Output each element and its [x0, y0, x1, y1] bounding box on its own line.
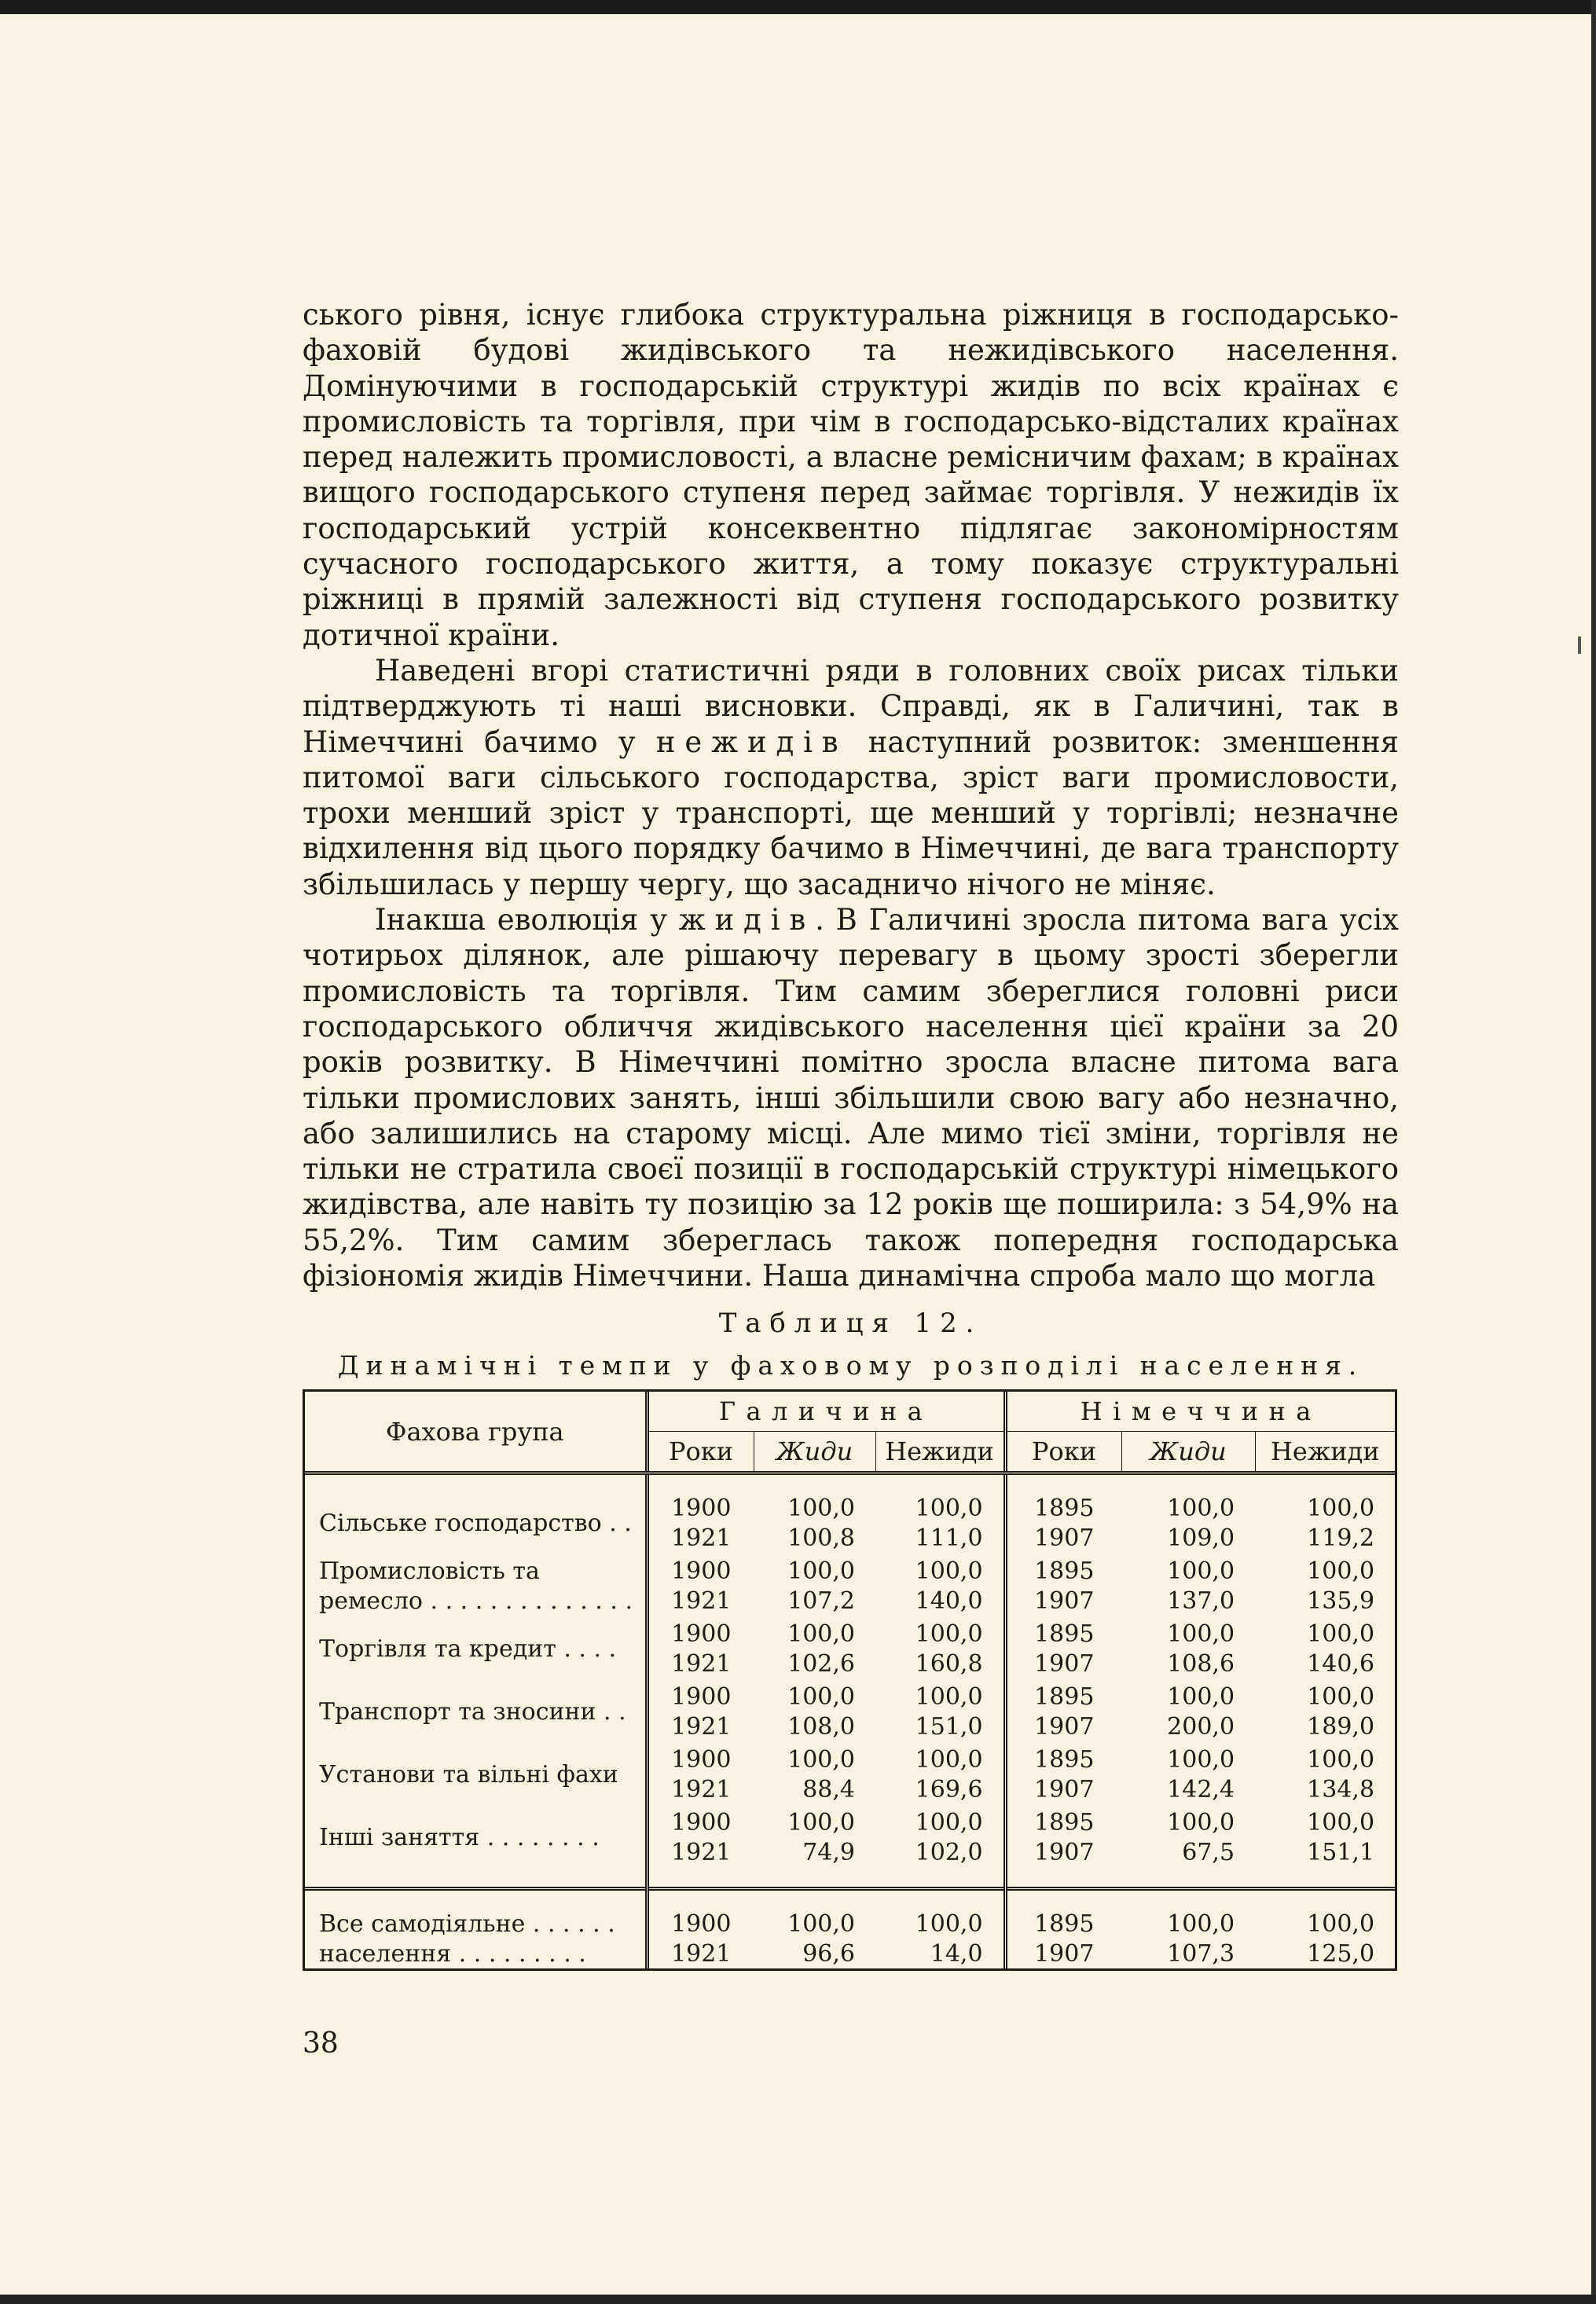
cell-galicia-nonjews: 100,0 169,6 [915, 1746, 983, 1803]
cell-galicia-jews: 100,0 88,4 [787, 1746, 855, 1803]
statistics-table [303, 1389, 1397, 1971]
total-germany-years: 1895 1907 [1005, 1908, 1121, 1971]
row-label: Інші заняття . . . . . . . . [319, 1824, 600, 1851]
total-galicia-jews: 100,0 96,6 [787, 1910, 855, 1968]
cell-germany-years: 1895 1907 [1005, 1618, 1121, 1681]
total-galicia-years: 1900 1921 [647, 1908, 754, 1971]
cell-galicia-jews: 100,0 74,9 [787, 1809, 855, 1866]
row-label: Торгівля та кредит . . . . [319, 1635, 617, 1663]
cell-germany-years: 1895 1907 [1005, 1744, 1121, 1807]
header-years-galicia: Роки [647, 1432, 754, 1472]
page-number: 38 [303, 2027, 339, 2060]
table-row [305, 1492, 1395, 1555]
cell-galicia-jews: 100,0 107,2 [787, 1557, 855, 1615]
cell-galicia-nonjews: 100,0 160,8 [915, 1620, 983, 1678]
cell-germany-jews: 100,0 200,0 [1167, 1683, 1235, 1741]
statistics-table-grid [305, 1392, 1395, 1971]
table-row [305, 1555, 1395, 1618]
cell-germany-nonjews: 100,0 140,6 [1307, 1620, 1375, 1678]
header-jews-germany: Жиди [1121, 1432, 1255, 1472]
paragraph-2-spaced-word: нежидів [655, 725, 848, 759]
total-label: Все самодіяльне . . . . . . населення . . . . . . . . . [319, 1910, 615, 1968]
cell-galicia-nonjews: 100,0 151,0 [915, 1683, 983, 1741]
cell-germany-jews: 100,0 109,0 [1167, 1495, 1235, 1552]
scan-right-edge [1591, 0, 1596, 2304]
paragraph-2-part-a: Наведені вгорі статистичні ряди в головних своїх рисах тільки підтверджують ті наші висновки. Справді, як в Галичині, так в Німеччині бачимо у [303, 653, 1399, 759]
body-text [303, 297, 1399, 1293]
cell-galicia-jews: 100,0 100,8 [787, 1495, 855, 1552]
table-row [305, 1681, 1395, 1744]
header-nonjews-germany: Нежиди [1255, 1432, 1395, 1472]
row-label: Промисловість та ремесло . . . . . . . . . . . . . . [319, 1557, 633, 1615]
total-galicia-nonjews: 100,0 14,0 [915, 1910, 983, 1968]
header-jews-galicia: Жиди [754, 1432, 875, 1472]
table-row [305, 1807, 1395, 1869]
cell-germany-jews: 100,0 67,5 [1167, 1809, 1235, 1866]
table-spacer [305, 1869, 1395, 1889]
cell-galicia-nonjews: 100,0 102,0 [915, 1809, 983, 1866]
cell-germany-years: 1895 1907 [1005, 1492, 1121, 1555]
table-row [305, 1744, 1395, 1807]
table-caption: Динамічні темпи у фаховому розподілі населення. [337, 1350, 1364, 1381]
total-germany-jews: 100,0 107,3 [1167, 1910, 1235, 1968]
cell-galicia-years: 1900 1921 [647, 1618, 754, 1681]
paragraph-3-part-a: Інакша еволюція у [375, 903, 679, 937]
paragraph-2-part-b: наступний розвиток: зменшення питомої ваги сільського господарства, зріст ваги промисловости, трохи менший зріст у транспорті, ще менший у торгівлі; незначне відхилення від цього порядку бачимо в Німеччині, де вага транспорту збільшилась у першу чергу, що засадничо нічого не міняє. [303, 725, 1399, 901]
paragraph-1: ського рівня, існує глибока структуральна ріжниця в господарсько-фаховій будові жидівського та нежидівського населення. Домінуючими в господарській структурі жидів по всіх країнах є промисловість та торгівля, при чім в господарсько-відсталих країнах перед належить промисловості, а власне ремісничим фахам; в країнах вищого господарського ступеня перед займає торгівля. У нежидів їх господарський устрій консеквентно підлягає закономірностям сучасного господарського життя, а тому показує структуральні ріжниці в прямій залежності від ступеня господарського розвитку дотичної країни. [303, 298, 1399, 652]
cell-germany-nonjews: 100,0 151,1 [1307, 1809, 1375, 1866]
cell-germany-jews: 100,0 137,0 [1167, 1557, 1235, 1615]
row-label: Транспорт та зносини . . [319, 1698, 626, 1726]
cell-germany-nonjews: 100,0 119,2 [1307, 1495, 1375, 1552]
cell-galicia-years: 1900 1921 [647, 1744, 754, 1807]
cell-germany-nonjews: 100,0 135,9 [1307, 1557, 1375, 1615]
total-germany-nonjews: 100,0 125,0 [1307, 1910, 1375, 1968]
paragraph-2 [303, 653, 1399, 902]
row-label: Сільське господарство . . [319, 1510, 632, 1537]
cell-germany-years: 1895 1907 [1005, 1555, 1121, 1618]
margin-mark [1578, 637, 1581, 654]
cell-galicia-jews: 100,0 102,6 [787, 1620, 855, 1678]
cell-germany-years: 1895 1907 [1005, 1807, 1121, 1869]
cell-germany-jews: 100,0 108,6 [1167, 1620, 1235, 1678]
header-galicia: Галичина [647, 1392, 1005, 1432]
scan-bottom-edge [0, 2295, 1596, 2304]
header-nonjews-galicia: Нежиди [875, 1432, 1005, 1472]
cell-germany-jews: 100,0 142,4 [1167, 1746, 1235, 1803]
table-spacer [305, 1473, 1395, 1493]
total-separator [305, 1889, 1395, 1909]
cell-galicia-years: 1900 1921 [647, 1555, 754, 1618]
table-total-row [305, 1908, 1395, 1971]
paragraph-3-part-b: . В Галичині зросла питома вага усіх чотирьох ділянок, але рішаючу перевагу в цьому зрості зберегли промисловість та торгівля. Тим самим збереглися головні риси господарського обличчя жидівського населення цієї країни за 20 років розвитку. В Німеччині помітно зросла власне питома вага тільки промислових занять, інші збільшили свою вагу або незначно, або залишились на старому місці. Але мимо тієї зміни, торгівля не тільки не стратила своєї позиції в господарській структурі німецького жидівства, але навіть ту позицію за 12 років ще поширила: з 54,9% на 55,2%. Тим самим збереглась також попередня господарська фізіономія жидів Німеччини. Наша динамічна спроба мало що могла [303, 903, 1399, 1293]
paragraph-3-spaced-word: жидів [678, 903, 816, 937]
cell-galicia-nonjews: 100,0 111,0 [915, 1495, 983, 1552]
cell-germany-nonjews: 100,0 189,0 [1307, 1683, 1375, 1741]
row-label: Установи та вільні фахи [319, 1761, 618, 1789]
header-group-column: Фахова група [385, 1416, 564, 1447]
cell-galicia-nonjews: 100,0 140,0 [915, 1557, 983, 1615]
scan-top-edge [0, 0, 1596, 14]
table-row [305, 1618, 1395, 1681]
cell-galicia-jews: 100,0 108,0 [787, 1683, 855, 1741]
cell-germany-years: 1895 1907 [1005, 1681, 1121, 1744]
cell-galicia-years: 1900 1921 [647, 1807, 754, 1869]
cell-germany-nonjews: 100,0 134,8 [1307, 1746, 1375, 1803]
cell-galicia-years: 1900 1921 [647, 1681, 754, 1744]
paragraph-3 [303, 902, 1399, 1293]
header-years-germany: Роки [1005, 1432, 1121, 1472]
table-title: Таблиця 12. [718, 1308, 983, 1339]
cell-galicia-years: 1900 1921 [647, 1492, 754, 1555]
header-germany: Німеччина [1005, 1392, 1395, 1432]
